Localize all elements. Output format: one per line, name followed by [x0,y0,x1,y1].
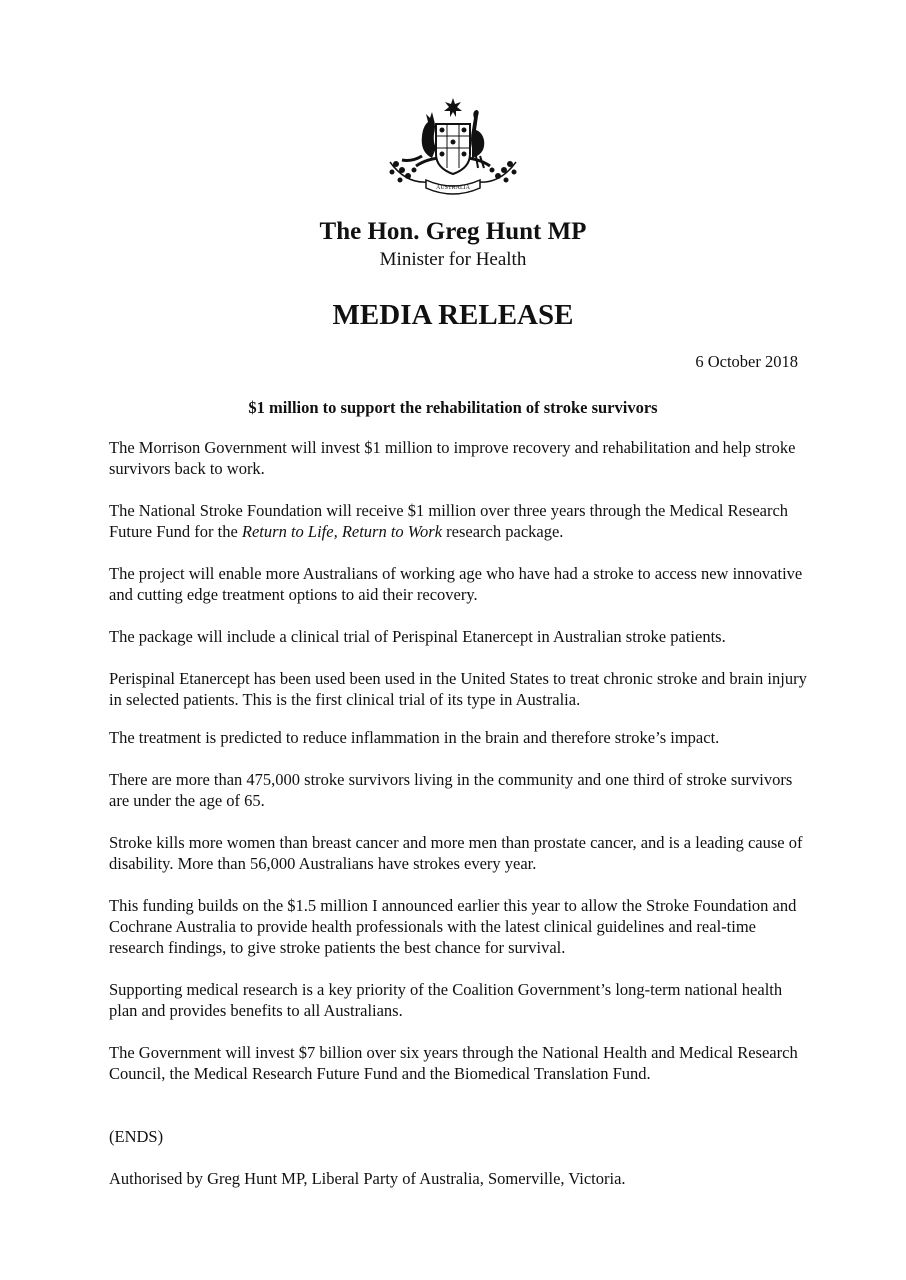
minister-name: The Hon. Greg Hunt MP [319,218,587,245]
paragraph-3: The project will enable more Australians of working age who have had a stroke to access new innovative and cutting edge treatment options to aid their recovery. [109,564,803,604]
release-type-heading: MEDIA RELEASE [332,299,574,331]
paragraph-5: Perispinal Etanercept has been used been used in the United States to treat chronic stroke and brain injury in selected patients. This is the first clinical trial of its type in Australia. [109,669,807,709]
paragraph-4: The package will include a clinical trial of Perispinal Etanercept in Australian stroke patients. [109,627,726,646]
crest-motto: AUSTRALIA [436,185,470,191]
coat-of-arms-crest [376,96,530,200]
paragraph-9: This funding builds on the $1.5 million I announced earlier this year to allow the Stroke Foundation and Cochrane Australia to provide health professionals with the latest clinical guidelines and real-time research findings, to give stroke patients the best chance for survival. [109,896,797,957]
paragraph-7: There are more than 475,000 stroke survivors living in the community and one third of stroke survivors are under the age of 65. [109,770,793,810]
release-headline: $1 million to support the rehabilitation of stroke survivors [248,398,658,417]
ends-marker: (ENDS) [109,1127,164,1146]
minister-title: Minister for Health [379,249,527,270]
paragraph-6: The treatment is predicted to reduce inflammation in the brain and therefore stroke’s impact. [109,728,720,747]
authorisation-statement: Authorised by Greg Hunt MP, Liberal Party of Australia, Somerville, Victoria. [109,1169,626,1188]
paragraph-1: The Morrison Government will invest $1 million to improve recovery and rehabilitation and help stroke survivors back to work. [109,438,796,478]
paragraph-10: Supporting medical research is a key priority of the Coalition Government’s long-term national health plan and provides benefits to all Australians. [109,980,783,1020]
paragraph-11: The Government will invest $7 billion over six years through the National Health and Medical Research Council, the Medical Research Future Fund and the Biomedical Translation Fund. [109,1043,798,1083]
paragraph-2 [109,500,809,542]
paragraph-8: Stroke kills more women than breast cancer and more men than prostate cancer, and is a leading cause of disability. More than 56,000 Australians have strokes every year. [109,833,803,873]
release-date: 6 October 2018 [695,352,798,371]
program-name-italic: Return to Life, Return to Work [241,522,443,541]
paragraph-2-text-start: The National Stroke Foundation will receive $1 million over three years through the Medical Research Future Fund for the [109,501,789,541]
paragraph-2-text-end: research package. [442,522,564,541]
